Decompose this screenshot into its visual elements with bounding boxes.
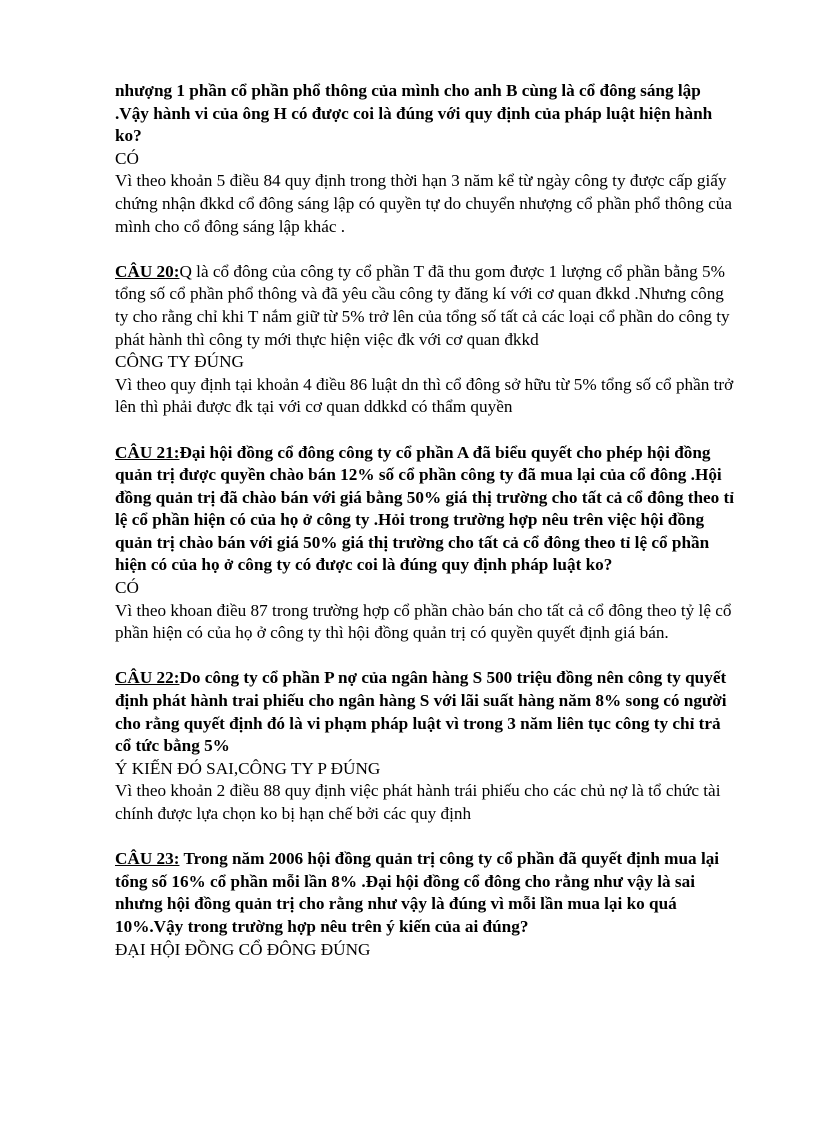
- question-20-label: CÂU 20:: [115, 261, 180, 281]
- question-21-answer: CÓ: [115, 578, 139, 598]
- intro-explanation: Vì theo khoản 5 điều 84 quy định trong thời hạn 3 năm kể từ ngày công ty được cấp giấy chứng nhận đkkd cổ đông sáng lập có quyền tự do chuyển nhượng cổ phần phổ thông của mình cho cổ đông sáng lập khác .: [115, 171, 732, 236]
- question-22-text: Do công ty cổ phần P nợ của ngân hàng S 500 triệu đồng nên công ty quyết định phát hành trai phiếu cho ngân hàng S với lãi suất hàng năm 8% song có người cho rằng quyết định đó là vi phạm pháp luật vì trong 3 năm liên tục công ty chỉ trả cổ tức bằng 5%: [115, 668, 727, 756]
- question-23-label: CÂU 23:: [115, 849, 180, 869]
- question-23: [115, 848, 735, 938]
- question-21: [115, 442, 735, 578]
- question-22-label: CÂU 22:: [115, 668, 180, 688]
- question-22: [115, 667, 735, 757]
- question-23-text: Trong năm 2006 hội đồng quản trị công ty cổ phần đã quyết định mua lại tổng số 16% cổ phần mỗi lần 8% .Đại hội đồng cổ đông cho rằng như vậy là sai nhưng hội đồng quản trị cho rằng như vậy là đúng vì mỗi lần mua lại ko quá 10%.Vậy trong trường hợp nêu trên ý kiến của ai đúng?: [115, 849, 720, 936]
- question-20: [115, 261, 735, 351]
- question-20-answer: CÔNG TY ĐÚNG: [115, 352, 244, 372]
- question-23-answer: ĐẠI HỘI ĐỒNG CỔ ĐÔNG ĐÚNG: [115, 939, 371, 959]
- question-22-explanation: Vì theo khoản 2 điều 88 quy định việc phát hành trái phiếu cho các chủ nợ là tổ chức tài chính được lựa chọn ko bị hạn chế bởi các quy định: [115, 781, 721, 823]
- intro-question: nhượng 1 phần cổ phần phổ thông của mình cho anh B cùng là cổ đông sáng lập .Vậy hành vi của ông H có được coi là đúng với quy định của pháp luật hiện hành ko?: [115, 81, 713, 146]
- question-22-answer: Ý KIẾN ĐÓ SAI,CÔNG TY P ĐÚNG: [115, 758, 381, 778]
- document-page: [115, 80, 735, 961]
- question-20-text: Q là cổ đông của công ty cổ phần T đã thu gom được 1 lượng cổ phần bằng 5% tổng số cổ phần phổ thông và đã yêu cầu công ty đăng kí với cơ quan đkkd .Nhưng công ty cho rằng chỉ khi T nắm giữ từ 5% trở lên của tổng số tất cả các loại cổ phần do công ty phát hành thì công ty mới thực hiện việc đk với cơ quan đkkd: [115, 261, 730, 349]
- question-21-label: CÂU 21:: [115, 442, 180, 462]
- question-20-explanation: Vì theo quy định tại khoản 4 điều 86 luật dn thì cổ đông sở hữu từ 5% tổng số cổ phần trở lên thì phải được đk tại với cơ quan ddkkd có thẩm quyền: [115, 374, 734, 417]
- question-21-explanation: Vì theo khoan điều 87 trong trường hợp cổ phần chào bán cho tất cả cổ đông theo tỷ lệ cổ phần hiện có của họ ở công ty thì hội đồng quản trị có quyền quyết định giá bán.: [115, 600, 732, 643]
- question-21-text: Đại hội đồng cổ đông công ty cổ phần A đã biểu quyết cho phép hội đồng quản trị được quyền chào bán 12% số cổ phần công ty đã mua lại của cổ đông .Hội đồng quản trị đã chào bán với giá bằng 50% giá thị trường cho tất cả cổ đông theo tỉ lệ cổ phần hiện có của họ ở công ty .Hỏi trong trường hợp nêu trên việc hội đồng quản trị chào bán với giá 50% giá thị trường cho tất cả cổ đông theo tỉ lệ cổ phần hiện có của họ ở công ty có được coi là đúng quy định pháp luật ko?: [115, 442, 735, 575]
- intro-answer: CÓ: [115, 148, 139, 168]
